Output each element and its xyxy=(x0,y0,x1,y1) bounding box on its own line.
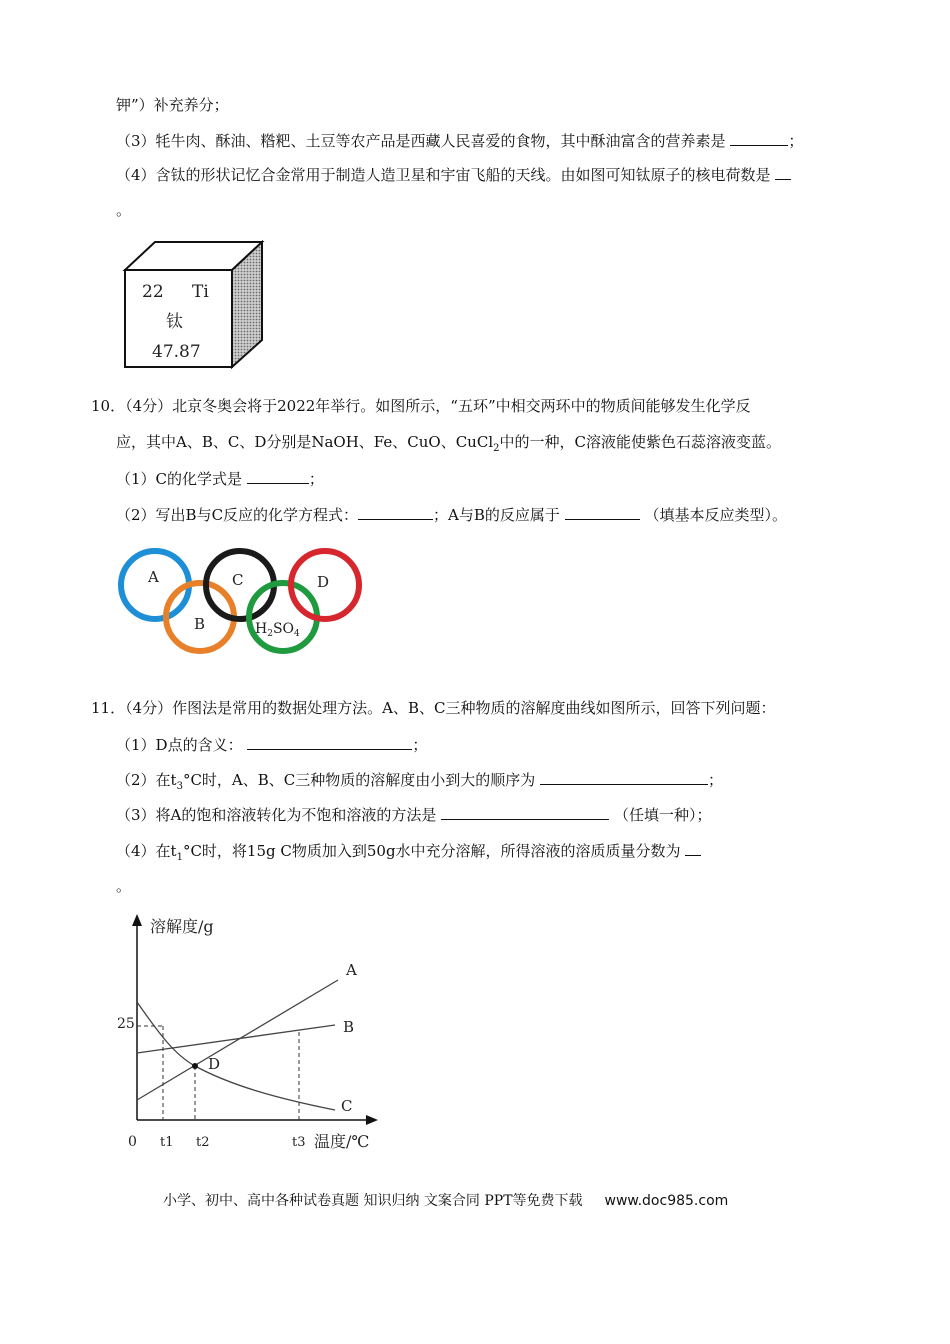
ring-d-label: D xyxy=(317,573,330,591)
x-axis-label: 温度/℃ xyxy=(314,1132,370,1151)
curve-a xyxy=(137,980,338,1100)
olympic-rings-diagram xyxy=(115,542,370,657)
curve-b xyxy=(137,1025,335,1053)
q9-part4-end: 。 xyxy=(116,201,132,219)
point-d xyxy=(192,1063,198,1069)
q10-stem-line1: 10．（4分）北京冬奥会将于2022年举行。如图所示，“五环”中相交两环中的物质间能够发生化学反 xyxy=(91,397,751,415)
answer-blank[interactable] xyxy=(540,769,708,785)
q11-part2: （2）在$t_3^\circ C$时，A、B、C三种物质的溶解度由小到大的顺序为 ； xyxy=(116,771,724,792)
q11-part4: （4）在$t_1^\circ C$时，将15g C物质加入到50g水中充分溶解，所得溶液的溶质质量分数为 xyxy=(116,840,701,861)
ring-c-label: C xyxy=(232,571,244,589)
answer-blank[interactable] xyxy=(247,734,412,750)
q9-part4: （4）含钛的形状记忆合金常用于制造人造卫星和宇宙飞船的天线。由如图可知钛原子的核电荷数是 xyxy=(116,164,791,185)
element-card xyxy=(120,240,265,370)
q11-part4-end: 。 xyxy=(116,877,132,895)
curve-c xyxy=(137,1002,335,1110)
footer-link[interactable]: www.doc985.com xyxy=(604,1193,729,1209)
q10-part1: （1）C的化学式是 ； xyxy=(116,470,324,488)
q11-part1: （1）D点的含义： ； xyxy=(116,736,428,754)
x-axis-arrow xyxy=(366,1115,378,1125)
y-tick-25: 25 xyxy=(117,1016,135,1032)
y-axis-label: 溶解度/g xyxy=(150,917,214,936)
element-symbol: Ti xyxy=(192,282,209,302)
element-name: 钛 xyxy=(166,312,183,332)
answer-blank[interactable] xyxy=(730,130,788,146)
origin-label: 0 xyxy=(128,1134,137,1150)
footer xyxy=(163,1190,728,1210)
answer-blank[interactable] xyxy=(358,504,433,520)
ring-center-label: $H_2SO_4$ xyxy=(255,621,300,639)
atomic-number: 22 xyxy=(142,282,164,302)
q11-part3: （3）将A的饱和溶液转化为不饱和溶液的方法是 （任填一种）； xyxy=(116,806,712,824)
answer-blank[interactable] xyxy=(247,468,309,484)
ring-a-label: A xyxy=(148,568,159,586)
x-tick-t1: t1 xyxy=(160,1135,174,1150)
curve-c-label: C xyxy=(341,1097,353,1115)
solubility-chart xyxy=(110,910,390,1155)
q10-part2: （2）写出B与C反应的化学方程式： ；A与B的反应属于 （填基本反应类型）。 xyxy=(116,506,787,524)
q11-stem: 11．（4分）作图法是常用的数据处理方法。A、B、C三种物质的溶解度曲线如图所示，回答下列问题： xyxy=(91,699,776,717)
q9-continuation: 钾”）补充养分； xyxy=(116,96,229,114)
q9-part3: （3）牦牛肉、酥油、糌粑、土豆等农产品是西藏人民喜爱的食物，其中酥油富含的营养素是 ； xyxy=(116,132,804,150)
y-axis-arrow xyxy=(132,914,142,926)
x-tick-t3: t3 xyxy=(292,1135,306,1150)
q10-stem-line2: 应，其中A、B、C、D分别是NaOH、Fe、CuO、CuCl$_2$中的一种，C溶液能使紫色石蕊溶液变蓝。 xyxy=(116,433,781,454)
answer-blank[interactable] xyxy=(441,804,609,820)
curve-b-label: B xyxy=(343,1018,355,1036)
ring-b-label: B xyxy=(194,615,206,633)
answer-blank[interactable] xyxy=(565,504,640,520)
x-tick-t2: t2 xyxy=(196,1135,210,1150)
point-d-label: D xyxy=(208,1055,221,1073)
footer-text: 小学、初中、高中各种试卷真题 知识归纳 文案合同 PPT等免费下载 xyxy=(163,1193,583,1209)
answer-blank[interactable] xyxy=(685,840,701,856)
answer-blank[interactable] xyxy=(775,164,791,180)
curve-a-label: A xyxy=(346,961,357,979)
atomic-mass: 47.87 xyxy=(152,342,201,362)
